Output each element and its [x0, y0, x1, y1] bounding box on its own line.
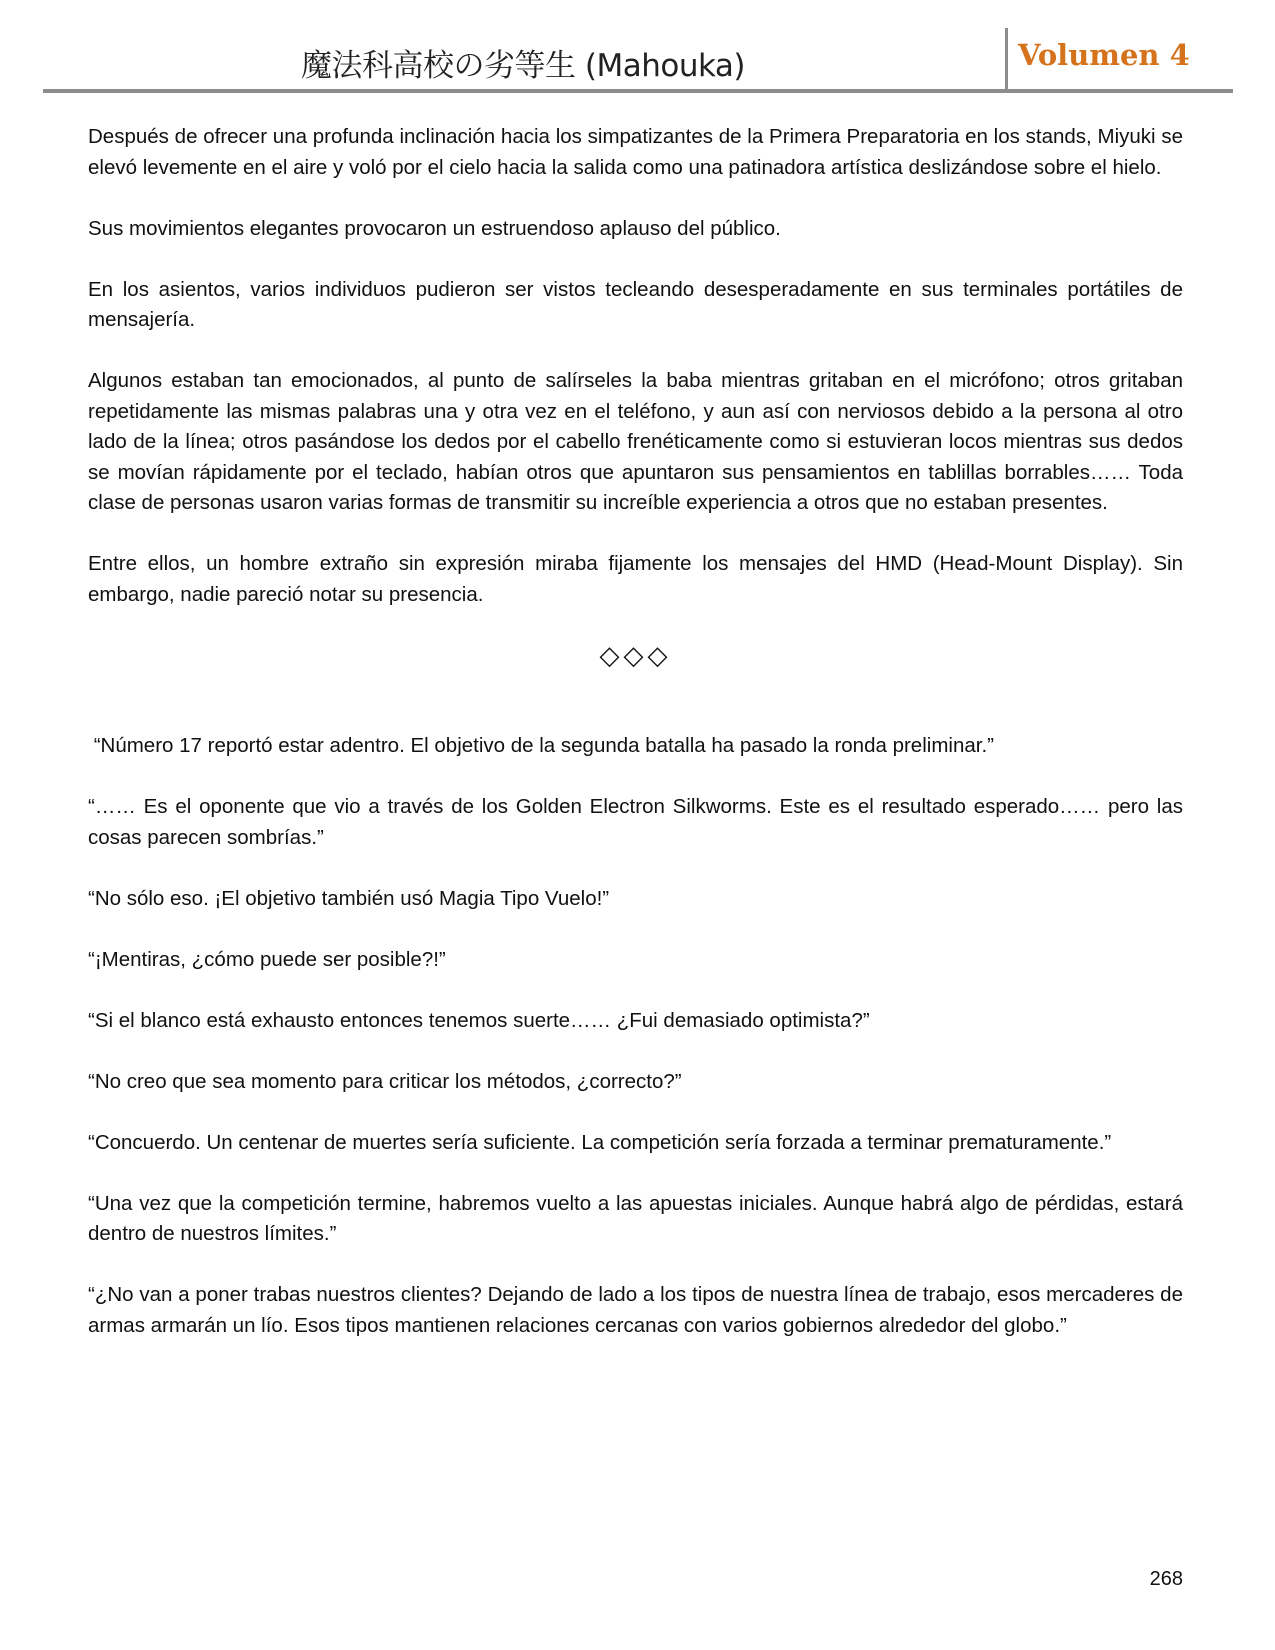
page-number: 268	[1149, 1568, 1183, 1590]
header-rule	[43, 89, 1233, 93]
paragraph: En los asientos, varios individuos pudieron ser vistos tecleando desesperadamente en sus terminales portátiles de mensajería.	[88, 277, 1183, 331]
dialogue-line: “Concuerdo. Un centenar de muertes sería suficiente. La competición sería forzada a terminar prematuramente.”	[88, 1130, 1112, 1154]
paragraph: Entre ellos, un hombre extraño sin expresión miraba fijamente los mensajes del HMD (Head-Mount Display). Sin embargo, nadie pareció notar su presencia.	[88, 552, 1183, 606]
page-body	[88, 122, 1183, 1372]
page-header	[43, 28, 1233, 94]
dialogue-line: “No sólo eso. ¡El objetivo también usó Magia Tipo Vuelo!”	[88, 886, 610, 910]
dialogue-line: “¿No van a poner trabas nuestros clientes? Dejando de lado a los tipos de nuestra línea de trabajo, esos mercaderes de armas armarán un lío. Esos tipos mantienen relaciones cercanas con varios gobiernos alrededor del globo.”	[88, 1283, 1183, 1337]
header-divider	[1005, 28, 1008, 92]
dialogue-line: “…… Es el oponente que vio a través de los Golden Electron Silkworms. Este es el resultado esperado…… pero las cosas parecen sombrías.”	[88, 795, 1183, 849]
paragraph: Sus movimientos elegantes provocaron un estruendoso aplauso del público.	[88, 216, 781, 240]
volume-label: Volumen 4	[1018, 38, 1190, 72]
book-title: 魔法科高校の劣等生 (Mahouka)	[301, 48, 745, 84]
dialogue-line: “¡Mentiras, ¿cómo puede ser posible?!”	[88, 947, 446, 971]
paragraph: Algunos estaban tan emocionados, al punto de salírseles la baba mientras gritaban en el micrófono; otros gritaban repetidamente las mismas palabras una y otra vez en el teléfono, y aun así con nerviosos debido a la persona al otro lado de la línea; otros pasándose los dedos por el cabello frenéticamente como si estuvieran locos mientras sus dedos se movían rápidamente por el teclado, habían otros que apuntaron sus pensamientos en tablillas borrables…… Toda clase de personas usaron varias formas de transmitir su increíble experiencia a otros que no estaban presentes.	[88, 369, 1183, 514]
dialogue-line: “Si el blanco está exhausto entonces tenemos suerte…… ¿Fui demasiado optimista?”	[88, 1008, 870, 1032]
dialogue-line: “No creo que sea momento para criticar los métodos, ¿correcto?”	[88, 1069, 682, 1093]
paragraph: Después de ofrecer una profunda inclinación hacia los simpatizantes de la Primera Preparatoria en los stands, Miyuki se elevó levemente en el aire y voló por el cielo hacia la salida como una patinadora artística deslizándose sobre el hielo.	[88, 125, 1183, 179]
dialogue-line: “Una vez que la competición termine, habremos vuelto a las apuestas iniciales. Aunque habrá algo de pérdidas, estará dentro de nuestros límites.”	[88, 1191, 1183, 1245]
scene-break-diamonds: ◇◇◇	[599, 640, 672, 671]
dialogue-line: “Número 17 reportó estar adentro. El objetivo de la segunda batalla ha pasado la ronda preliminar.”	[88, 734, 994, 757]
